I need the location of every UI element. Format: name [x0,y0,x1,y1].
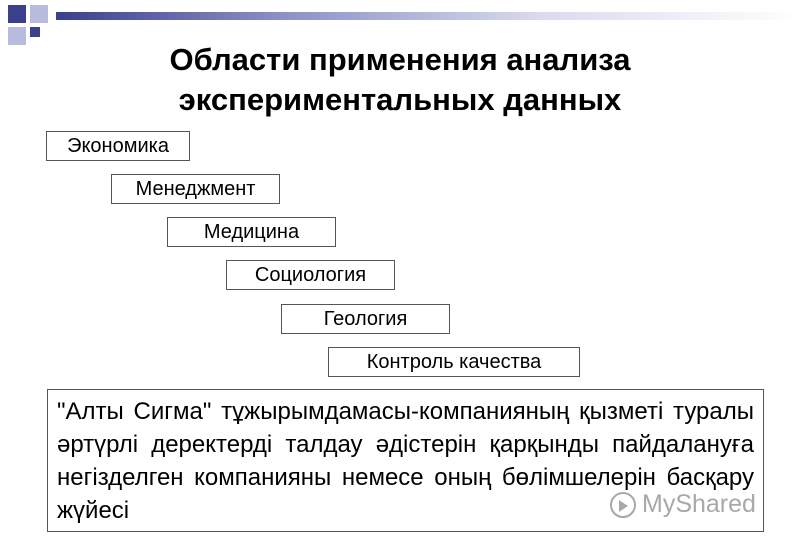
decor-square [30,5,48,23]
description-box: "Алты Сигма" тұжырымдамасы-компанияның қызметі туралы әртүрлі деректерді талдау әдістерін қарқынды пайдалануға негізделген компанияны немесе оның бөлімшелерін басқару жүйесі [47,389,764,532]
area-economics: Экономика [46,131,190,161]
title-line-1: Области применения анализа [169,42,631,77]
decor-bar [56,12,800,20]
decor-square [30,27,40,37]
play-icon [610,492,636,518]
watermark-text: MyShared [642,490,756,518]
area-management: Менеджмент [111,174,280,204]
decor-square [8,5,26,23]
area-medicine: Медицина [167,217,336,247]
area-sociology: Социология [226,260,395,290]
watermark [610,490,756,519]
slide-title [0,40,800,120]
area-geology: Геология [281,304,450,334]
title-line-2: экспериментальных данных [178,82,622,117]
area-quality-control: Контроль качества [328,347,580,377]
